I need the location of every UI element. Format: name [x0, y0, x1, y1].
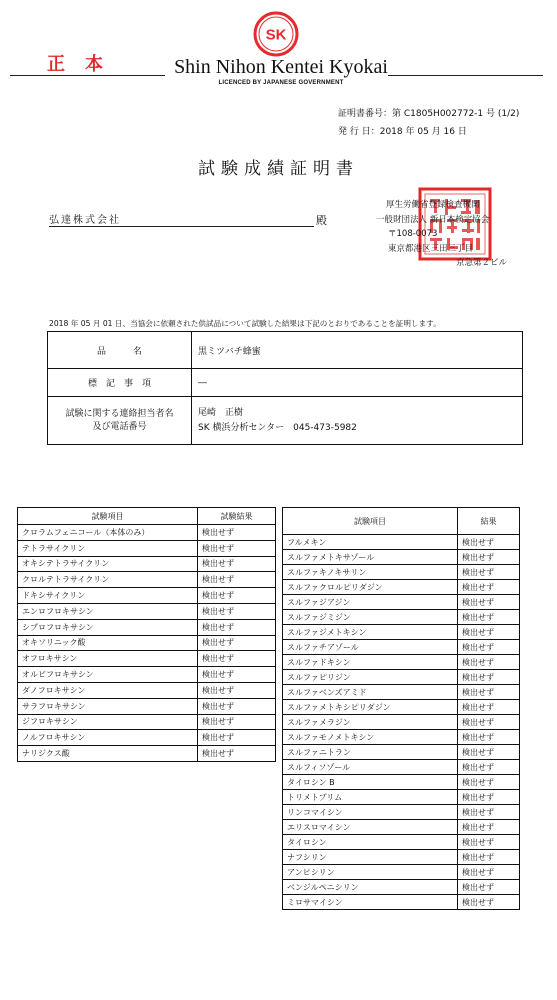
test-result-cell: 検出せず — [198, 619, 276, 635]
table-row — [18, 572, 276, 588]
sample-info-row-marking — [48, 369, 522, 397]
test-result-cell: 検出せず — [198, 698, 276, 714]
test-result-cell: 検出せず — [458, 850, 520, 865]
test-result-cell: 検出せず — [458, 760, 520, 775]
test-result-cell: 検出せず — [458, 715, 520, 730]
certificate-number: 証明書番号：第 C1805H002772-1 号 (1/2) — [338, 109, 520, 119]
test-result-cell: 検出せず — [198, 651, 276, 667]
certification-statement: 2018 年 05 月 01 日、当協会に依頼された供試品について試験した結果は下記のとおりであることを証明します。 — [49, 319, 441, 328]
sample-info-label: 試験に関する連絡担当者名 及び電話番号 — [48, 397, 192, 444]
table-row — [283, 760, 520, 775]
test-result-cell: 検出せず — [198, 588, 276, 604]
test-item-cell: シプロフロキサシン — [18, 619, 198, 635]
table-row — [283, 850, 520, 865]
table-row — [283, 580, 520, 595]
table-row — [283, 835, 520, 850]
test-item-cell: スルファクロルピリダジン — [283, 580, 458, 595]
table-row — [18, 682, 276, 698]
sample-info-table — [47, 331, 523, 445]
test-item-cell: ジフロキサシン — [18, 714, 198, 730]
table-row — [283, 565, 520, 580]
organization-name: Shin Nihon Kentei Kyokai — [174, 56, 388, 78]
test-result-cell: 検出せず — [458, 595, 520, 610]
test-result-cell: 検出せず — [458, 640, 520, 655]
header-test-result: 結果 — [458, 508, 520, 535]
test-item-cell: オキシテトラサイクリン — [18, 556, 198, 572]
table-row — [283, 610, 520, 625]
test-result-cell: 検出せず — [458, 820, 520, 835]
table-row — [18, 635, 276, 651]
table-row — [283, 790, 520, 805]
test-result-cell: 検出せず — [198, 540, 276, 556]
issuer-registration: 厚生労働省登録検査機関 — [386, 200, 480, 210]
sample-info-value — [198, 369, 207, 396]
test-item-cell: スルファベンズアミド — [283, 685, 458, 700]
test-item-cell: スルファジミジン — [283, 610, 458, 625]
table-row — [283, 895, 520, 910]
table-row — [18, 556, 276, 572]
test-result-cell: 検出せず — [458, 625, 520, 640]
table-row — [18, 619, 276, 635]
table-row — [18, 525, 276, 541]
test-item-cell: ミロサマイシン — [283, 895, 458, 910]
test-item-cell: スルファメトキシピリダジン — [283, 700, 458, 715]
test-result-cell: 検出せず — [458, 730, 520, 745]
table-row — [283, 550, 520, 565]
table-row — [283, 655, 520, 670]
test-result-cell: 検出せず — [458, 610, 520, 625]
results-table-left — [17, 507, 276, 762]
table-header-row — [18, 508, 276, 525]
test-result-cell: 検出せず — [458, 565, 520, 580]
test-item-cell: ノルフロキサシン — [18, 730, 198, 746]
sample-info-row-name — [48, 332, 522, 369]
test-item-cell: スルファジメトキシン — [283, 625, 458, 640]
test-item-cell: オキソリニック酸 — [18, 635, 198, 651]
test-result-cell: 検出せず — [458, 790, 520, 805]
test-item-cell: エンロフロキサシン — [18, 603, 198, 619]
test-item-cell: スルファメラジン — [283, 715, 458, 730]
test-item-cell: クロラムフェニコール（本体のみ） — [18, 525, 198, 541]
table-row — [283, 685, 520, 700]
test-item-cell: テトラサイクリン — [18, 540, 198, 556]
svg-text:SK: SK — [265, 26, 287, 44]
contact-phone-value: SK 横浜分析センター 045-473-5982 — [198, 422, 357, 433]
test-result-cell: 検出せず — [198, 556, 276, 572]
test-item-cell: タイロシン B — [283, 775, 458, 790]
licence-line: LICENCED BY JAPANESE GOVERNMENT — [218, 80, 344, 86]
test-item-cell: スルファチアゾール — [283, 640, 458, 655]
test-item-cell: オフロキサシン — [18, 651, 198, 667]
issuer-name: 一般財団法人 新日本検定協会 — [376, 214, 490, 225]
test-result-cell: 検出せず — [198, 635, 276, 651]
table-row — [283, 640, 520, 655]
table-row — [18, 651, 276, 667]
test-item-cell: スルフィソゾール — [283, 760, 458, 775]
table-row — [18, 667, 276, 683]
marking-value: ― — [198, 377, 207, 388]
table-row — [18, 730, 276, 746]
test-result-cell: 検出せず — [458, 775, 520, 790]
table-row — [18, 746, 276, 762]
table-row — [283, 880, 520, 895]
test-result-cell: 検出せず — [458, 880, 520, 895]
table-row — [283, 670, 520, 685]
header-test-item: 試験項目 — [18, 508, 198, 525]
table-row — [283, 775, 520, 790]
issuer-postal-code: 〒108-0073 — [388, 229, 438, 239]
test-result-cell: 検出せず — [458, 550, 520, 565]
original-copy-mark: 正本 — [47, 54, 123, 75]
test-result-cell: 検出せず — [198, 714, 276, 730]
issuer-address: 東京都港区三田三丁目 — [388, 243, 474, 254]
test-result-cell: 検出せず — [458, 685, 520, 700]
test-result-cell: 検出せず — [198, 730, 276, 746]
test-result-cell: 検出せず — [458, 655, 520, 670]
test-result-cell: 検出せず — [198, 746, 276, 762]
test-item-cell: スルファメトキサゾール — [283, 550, 458, 565]
test-item-cell: サラフロキサシン — [18, 698, 198, 714]
header-rule-left — [10, 75, 165, 76]
table-row — [283, 865, 520, 880]
test-item-cell: クロルテトラサイクリン — [18, 572, 198, 588]
table-row — [18, 714, 276, 730]
test-result-cell: 検出せず — [198, 603, 276, 619]
table-row — [283, 805, 520, 820]
test-item-cell: トリメトプリム — [283, 790, 458, 805]
addressee-underline — [49, 226, 314, 227]
test-result-cell: 検出せず — [458, 670, 520, 685]
test-item-cell: スルファピリジン — [283, 670, 458, 685]
sk-logo — [252, 10, 300, 58]
header-rule-right — [388, 75, 543, 76]
test-item-cell: スルファニトラン — [283, 745, 458, 760]
test-item-cell: スルファジアジン — [283, 595, 458, 610]
sample-info-label: 品 名 — [48, 332, 192, 368]
test-item-cell: リンコマイシン — [283, 805, 458, 820]
sample-name-value: 黒ミツバチ蜂蜜 — [198, 346, 261, 357]
table-row — [283, 715, 520, 730]
test-item-cell: アンピシリン — [283, 865, 458, 880]
table-row — [283, 730, 520, 745]
contact-person-value: 尾崎 正樹 — [198, 407, 244, 418]
table-row — [18, 540, 276, 556]
results-table-right — [282, 507, 520, 910]
test-item-cell: ダノフロキサシン — [18, 682, 198, 698]
header-test-result: 試験結果 — [198, 508, 276, 525]
issuer-block — [376, 198, 551, 271]
test-result-cell: 検出せず — [458, 580, 520, 595]
table-row — [18, 603, 276, 619]
table-row — [283, 700, 520, 715]
table-row — [18, 588, 276, 604]
test-item-cell: ベンジルペニシリン — [283, 880, 458, 895]
test-item-cell: フルメキン — [283, 535, 458, 550]
table-row — [283, 820, 520, 835]
test-item-cell: エリスロマイシン — [283, 820, 458, 835]
test-item-cell: ナリジクス酸 — [18, 746, 198, 762]
table-row — [283, 625, 520, 640]
test-item-cell: オルビフロキサシン — [18, 667, 198, 683]
test-result-cell: 検出せず — [198, 525, 276, 541]
test-item-cell: スルファキノキサリン — [283, 565, 458, 580]
document-title: 試験成績証明書 — [198, 159, 359, 179]
table-row — [283, 535, 520, 550]
test-result-cell: 検出せず — [198, 667, 276, 683]
sample-info-value — [198, 397, 357, 444]
test-item-cell: ナフシリン — [283, 850, 458, 865]
table-header-row — [283, 508, 520, 535]
test-item-cell: ドキシサイクリン — [18, 588, 198, 604]
sample-info-label: 標 記 事 項 — [48, 369, 192, 396]
test-result-cell: 検出せず — [198, 682, 276, 698]
test-item-cell: タイロシン — [283, 835, 458, 850]
issuer-building: 京急第２ビル — [456, 258, 508, 268]
table-row — [283, 745, 520, 760]
test-result-cell: 検出せず — [458, 535, 520, 550]
addressee-honorific: 殿 — [316, 214, 327, 227]
header-test-item: 試験項目 — [283, 508, 458, 535]
test-result-cell: 検出せず — [458, 895, 520, 910]
sample-info-value — [198, 332, 261, 368]
table-row — [283, 595, 520, 610]
test-result-cell: 検出せず — [198, 572, 276, 588]
test-result-cell: 検出せず — [458, 745, 520, 760]
test-result-cell: 検出せず — [458, 865, 520, 880]
addressee-name: 弘達株式会社 — [49, 215, 121, 226]
test-item-cell: スルファドキシン — [283, 655, 458, 670]
sample-info-row-contact — [48, 397, 522, 444]
issue-date: 発 行 日：2018 年 05 月 16 日 — [338, 127, 467, 137]
test-result-cell: 検出せず — [458, 700, 520, 715]
test-result-cell: 検出せず — [458, 835, 520, 850]
table-row — [18, 698, 276, 714]
test-result-cell: 検出せず — [458, 805, 520, 820]
test-item-cell: スルファモノメトキシン — [283, 730, 458, 745]
